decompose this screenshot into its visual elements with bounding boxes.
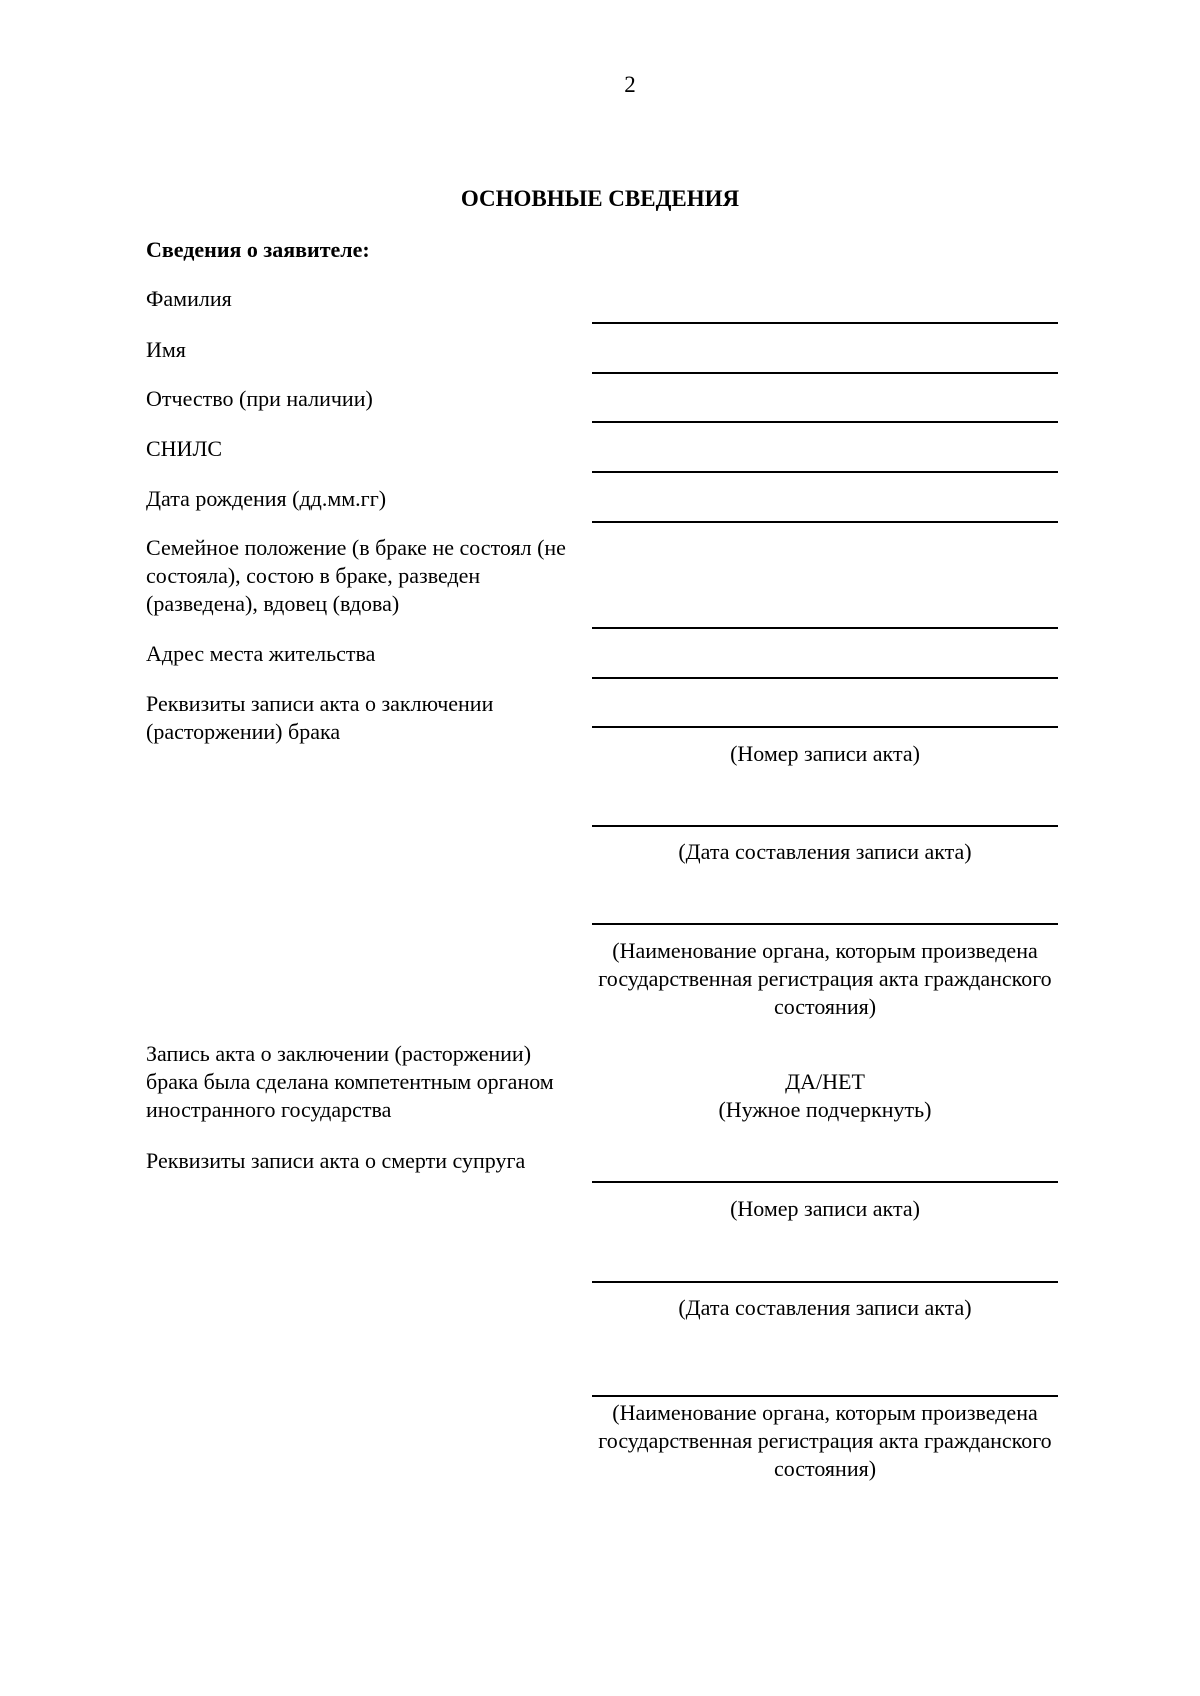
death-record-date-field[interactable] <box>592 1281 1058 1283</box>
snils-field[interactable] <box>592 471 1058 473</box>
marriage-record-authority-field[interactable] <box>592 923 1058 925</box>
surname-field[interactable] <box>592 322 1058 324</box>
marital-status-label: Семейное положение (в браке не состоял (не состояла), состою в браке, разведен (разведена), вдовец (вдова) <box>146 535 566 616</box>
foreign-record-label: Запись акта о заключении (расторжении) брака была сделана компетентным органом иностранного государства <box>146 1041 554 1122</box>
page-title: ОСНОВНЫЕ СВЕДЕНИЯ <box>460 186 740 211</box>
surname-label: Фамилия <box>146 286 232 311</box>
snils-label: СНИЛС <box>146 436 223 461</box>
patronymic-label: Отчество (при наличии) <box>146 386 373 411</box>
death-record-number-caption: (Номер записи акта) <box>730 1196 920 1221</box>
patronymic-field[interactable] <box>592 421 1058 423</box>
name-label: Имя <box>146 337 186 362</box>
name-field[interactable] <box>592 372 1058 374</box>
death-record-date-caption: (Дата составления записи акта) <box>678 1295 972 1320</box>
marriage-record-date-caption: (Дата составления записи акта) <box>678 839 972 864</box>
page-number: 2 <box>624 72 636 97</box>
death-record-number-field[interactable] <box>592 1181 1058 1183</box>
marriage-record-date-field[interactable] <box>592 825 1058 827</box>
marital-status-field[interactable] <box>592 627 1058 629</box>
address-label: Адрес места жительства <box>146 641 376 666</box>
death-record-authority-caption: (Наименование органа, которым произведена государственная регистрация акта гражданского состояния) <box>598 1400 1052 1481</box>
marriage-record-authority-caption: (Наименование органа, которым произведена государственная регистрация акта гражданского состояния) <box>598 938 1052 1019</box>
underline-hint: (Нужное подчеркнуть) <box>718 1097 932 1122</box>
death-record-authority-field[interactable] <box>592 1395 1058 1397</box>
birth-date-field[interactable] <box>592 521 1058 523</box>
death-record-label: Реквизиты записи акта о смерти супруга <box>146 1148 526 1173</box>
marriage-record-number-field[interactable] <box>592 726 1058 728</box>
birth-date-label: Дата рождения (дд.мм.гг) <box>146 486 387 511</box>
marriage-record-label: Реквизиты записи акта о заключении (расторжении) брака <box>146 691 494 744</box>
address-field[interactable] <box>592 677 1058 679</box>
yes-no-option[interactable]: ДА/НЕТ <box>785 1069 865 1094</box>
marriage-record-number-caption: (Номер записи акта) <box>730 741 920 766</box>
section-subtitle: Сведения о заявителе: <box>146 237 370 262</box>
